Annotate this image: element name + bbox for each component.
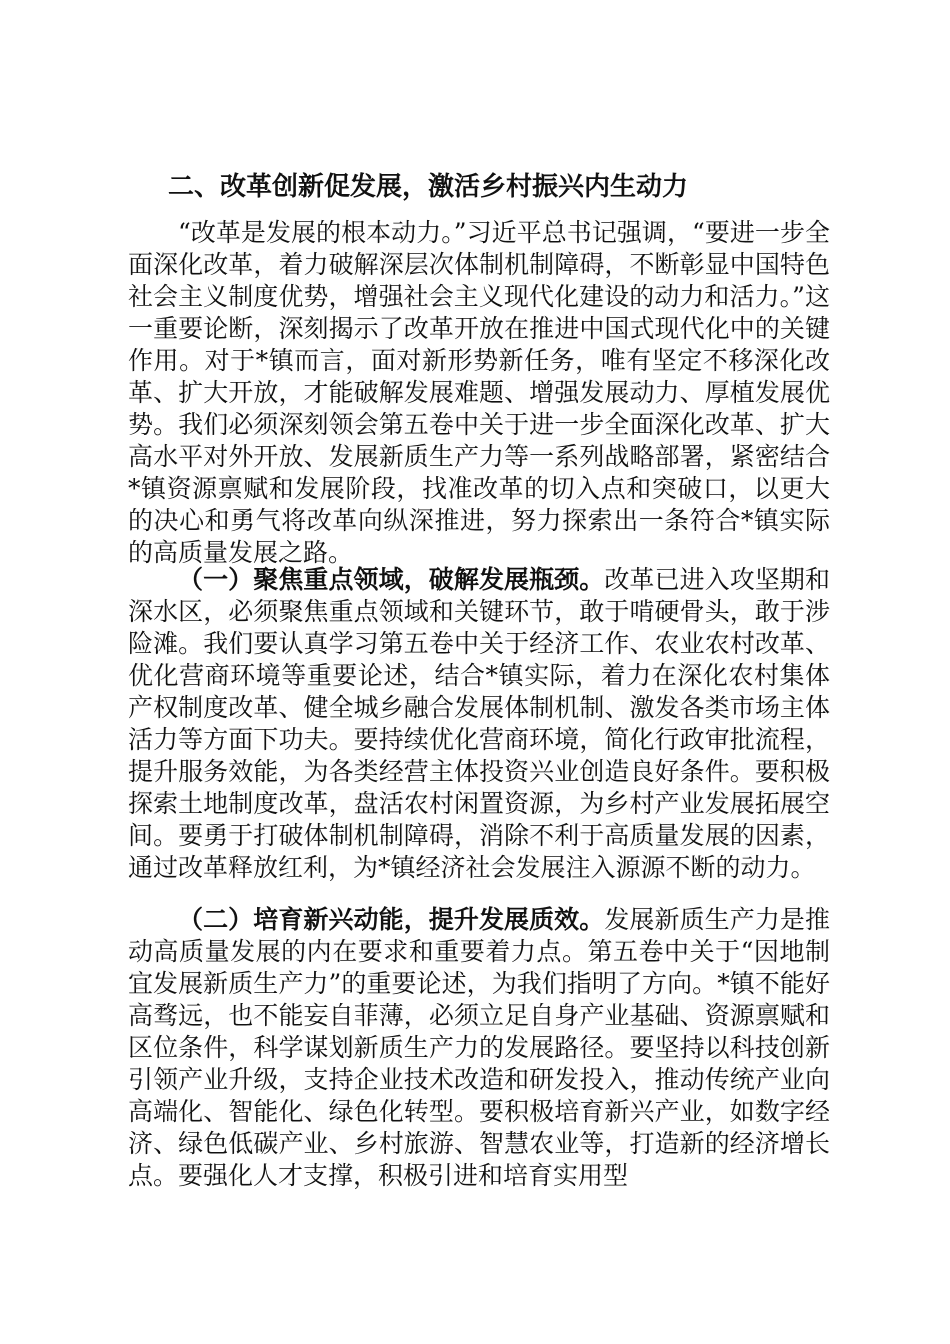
paragraph-1 bbox=[128, 217, 830, 569]
paragraph-3-text: 发展新质生产力是推动高质量发展的内在要求和重要着力点。第五卷中关于“因地制宜发展新质生产力”的重要论述，为我们指明了方向。*镇不能好高骛远，也不能妄自菲薄，必须立足自身产业基础、资源禀赋和区位条件，科学谋划新质生产力的发展路径。要坚持以科技创新引领产业升级，支持企业技术改造和研发投入，推动传统产业向高端化、智能化、绿色化转型。要积极培育新兴产业，如数字经济、绿色低碳产业、乡村旅游、智慧农业等，打造新的经济增长点。要强化人才支撑，积极引进和培育实用型 bbox=[128, 905, 830, 1190]
paragraph-2-text: 改革已进入攻坚期和深水区，必须聚焦重点领域和关键环节，敢于啃硬骨头，敢于涉险滩。我们要认真学习第五卷中关于经济工作、农业农村改革、优化营商环境等重要论述，结合*镇实际，着力在深化农村集体产权制度改革、健全城乡融合发展体制机制、激发各类市场主体活力等方面下功夫。要持续优化营商环境，简化行政审批流程，提升服务效能，为各类经营主体投资兴业创造良好条件。要积极探索土地制度改革，盘活农村闲置资源，为乡村产业发展拓展空间。要勇于打破体制机制障碍，消除不利于高质量发展的因素，通过改革释放红利，为*镇经济社会发展注入源源不断的动力。 bbox=[128, 565, 830, 882]
section-heading: 二、改革创新促发展，激活乡村振兴内生动力 bbox=[168, 172, 689, 202]
paragraph-3-lead: （二）培育新兴动能，提升发展质效。 bbox=[178, 905, 605, 934]
paragraph-2 bbox=[128, 564, 830, 884]
paragraph-2-lead: （一）聚焦重点领域，破解发展瓶颈。 bbox=[178, 565, 605, 594]
paragraph-3 bbox=[128, 904, 830, 1192]
paragraph-1-text: “改革是发展的根本动力。”习近平总书记强调，“要进一步全面深化改革，着力破解深层次体制机制障碍，不断彰显中国特色社会主义制度优势，增强社会主义现代化建设的动力和活力。”这一重要论断，深刻揭示了改革开放在推进中国式现代化中的关键作用。对于*镇而言，面对新形势新任务，唯有坚定不移深化改革、扩大开放，才能破解发展难题、增强发展动力、厚植发展优势。我们必须深刻领会第五卷中关于进一步全面深化改革、扩大高水平对外开放、发展新质生产力等一系列战略部署，紧密结合*镇资源禀赋和发展阶段，找准改革的切入点和突破口，以更大的决心和勇气将改革向纵深推进，努力探索出一条符合*镇实际的高质量发展之路。 bbox=[128, 218, 830, 567]
